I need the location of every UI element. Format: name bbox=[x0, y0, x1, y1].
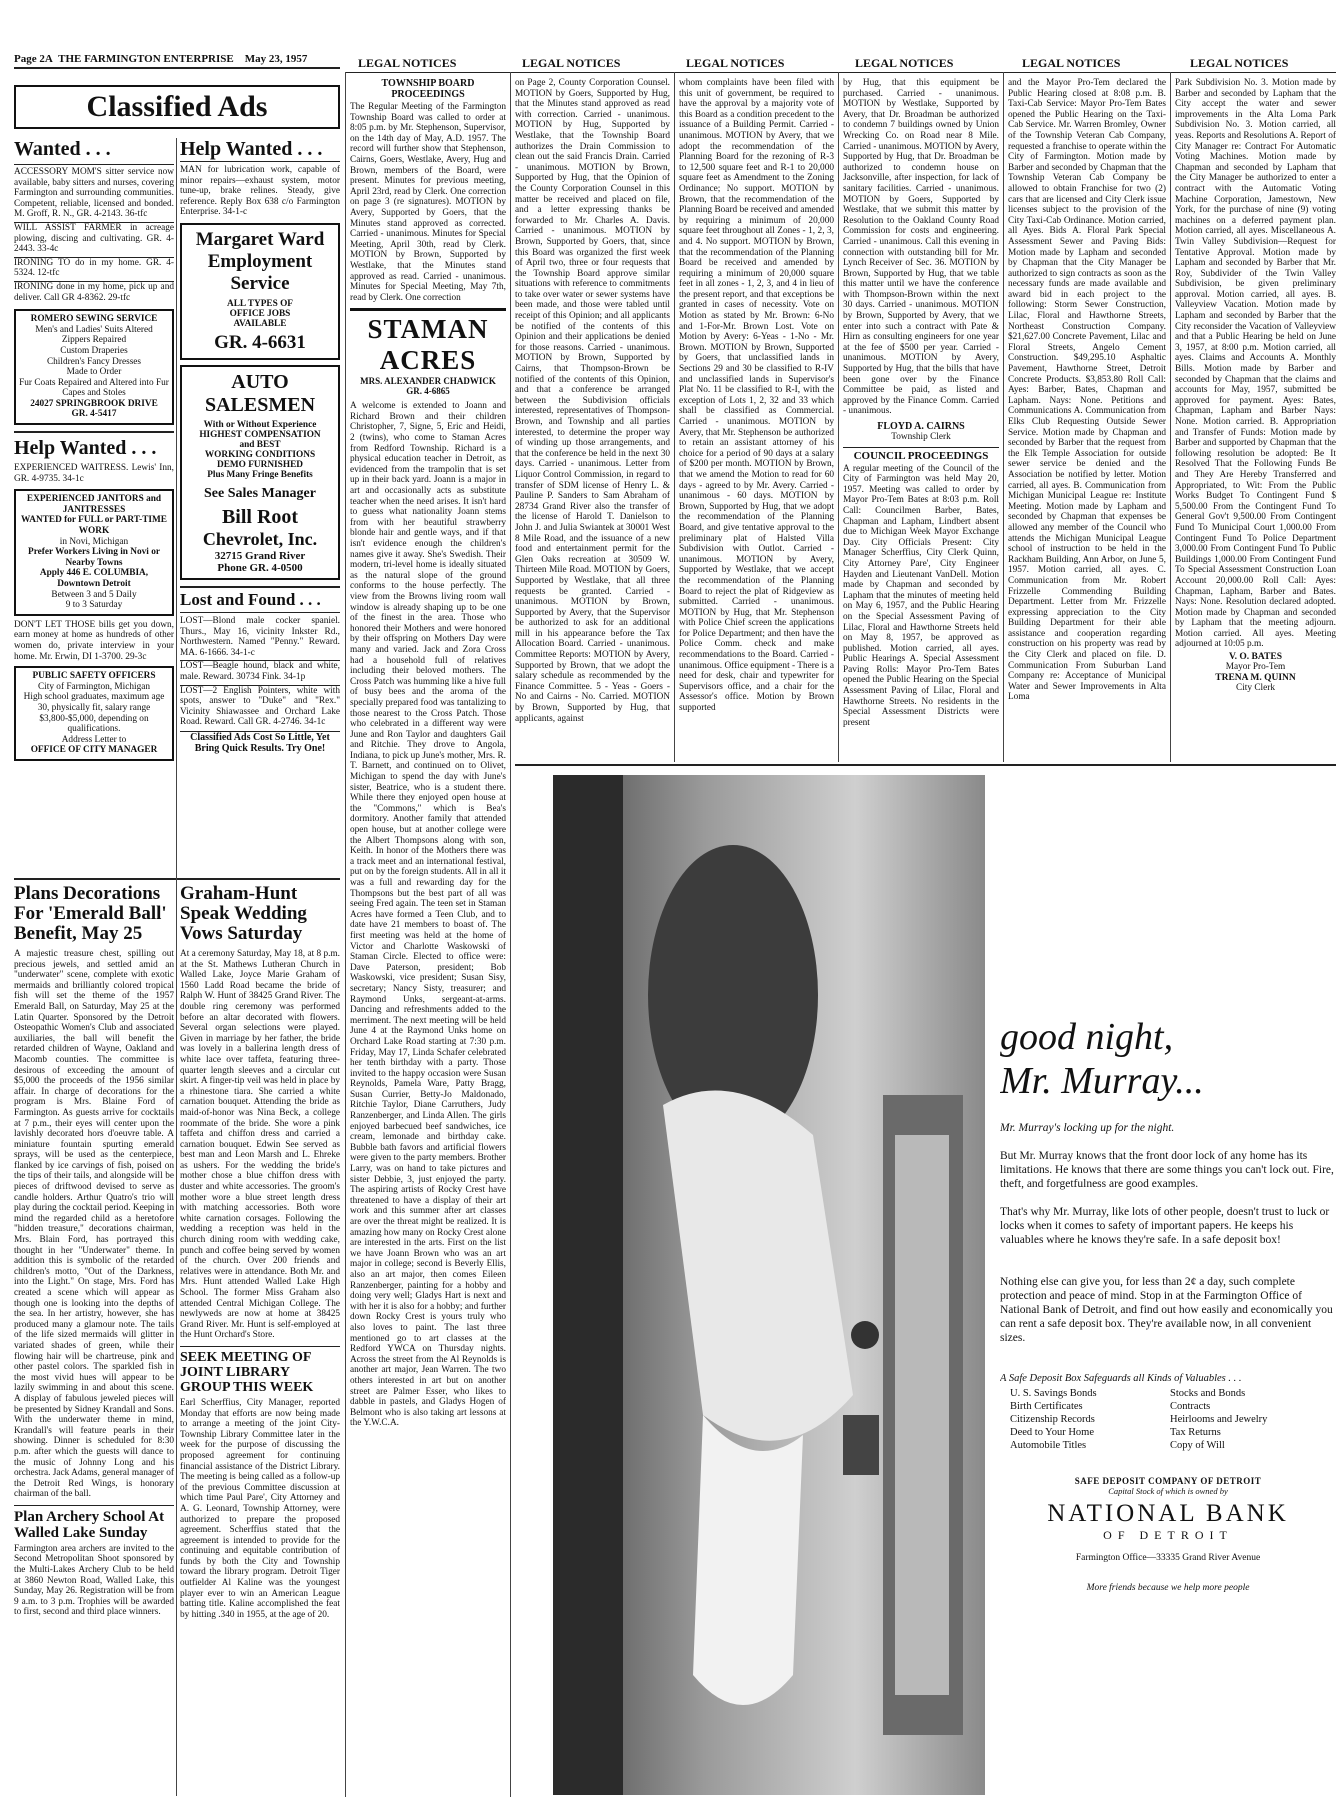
classified-col-2 bbox=[180, 138, 340, 873]
column-rule bbox=[176, 138, 177, 1796]
valuables-left bbox=[1010, 1387, 1170, 1452]
list-item: Tax Returns bbox=[1170, 1427, 1221, 1438]
section-rule bbox=[14, 878, 340, 880]
story-headline: SEEK MEETING OF JOINT LIBRARY GROUP THIS WEEK bbox=[180, 1346, 340, 1395]
bank-name: NATIONAL BANK bbox=[1047, 1500, 1289, 1527]
margaret-ward-ad bbox=[180, 223, 340, 360]
ad-line: Chevrolet, Inc. bbox=[202, 528, 318, 549]
proceedings-body: The Regular Meeting of the Farmington Township Board was called to order at 8:05 p.m. by Mr. Stephenson, Supervisor, on the 14th day of May, A.D. 1957. The record will further show that Stephenson, Cairns, Goers, Westlake, Avery, Hug and Brown, members of the Board, were present. Minutes for previous meeting, April 23rd, read by Clerk. One correction on page 3 (re signatures). MOTION by Avery, Supported by Goers, that the Minutes stand approved as corrected. Carried - unanimous. Minutes for Special Meeting, April 30th, read by Clerk. MOTION by Brown, Supported by Westlake, that the Minutes stand approved as read. Carried - unanimous. Minutes for Special Meeting, May 7th, read by Clerk. One correction bbox=[350, 102, 506, 303]
classified-footer: Classified Ads Cost So Little, Yet Bring Quick Results. Try One! bbox=[180, 731, 340, 754]
decorations-story bbox=[14, 884, 174, 1796]
ad-line: ALL TYPES OF bbox=[227, 298, 293, 309]
signature: TRENA M. QUINN bbox=[1215, 672, 1296, 683]
legal-rule bbox=[346, 72, 1336, 73]
ad-line: DEMO FURNISHED bbox=[216, 459, 303, 470]
ad-item: LOST—Beagle hound, black and white, male. Reward. 30734 Fink. 34-1p bbox=[180, 661, 340, 682]
byline: MRS. ALEXANDER CHADWICK bbox=[360, 376, 496, 387]
classified-col-1 bbox=[14, 138, 174, 873]
ad-item: LOST—2 English Pointers, white with spots, answer to "Duke" and "Rex." Vicinity Shiawassee and Orchard Lake Road. Reward. Call GR. 4-2746. 34-1c bbox=[180, 685, 340, 728]
story-body: Earl Scherffius, City Manager, reported Monday that efforts are now being made to arrange a meeting of the joint City-Township Library Committee later in the week for the purpose of discussing the proposed agreement for continuing financial assistance of the District Library. The meeting is being called as a follow-up of the previous Committee discussion at which time Paul Pare', City Attorney and A. G. Leonard, Township Attorney, were authorized to prepare the proposed agreement. Scherffius stated that the agreement is intended to provide for the continuing and equitable contribution of funds by both the City and Township toward the library program. Detroit Tiger outfielder Al Kaline was the youngest player ever to win an American League batting title. Kaline accomplished the feat by hitting .340 in 1955, at the age of 20. bbox=[180, 1397, 340, 1620]
auto-salesmen-ad bbox=[180, 365, 340, 580]
section-head: COUNCIL PROCEEDINGS bbox=[843, 447, 999, 462]
ad-line: AVAILABLE bbox=[233, 318, 287, 329]
ad-line: GR. 4-5417 bbox=[71, 409, 117, 420]
list-item: Automobile Titles bbox=[1010, 1440, 1087, 1451]
column-rule bbox=[345, 72, 346, 1797]
ad-line: Custom Draperies bbox=[60, 345, 128, 356]
ad-line: WANTED for FULL or PART-TIME WORK bbox=[20, 515, 168, 537]
story-headline: Plans Decorations For 'Emerald Ball' Benefit, May 25 bbox=[14, 884, 167, 944]
proceedings-body: by Hug, that this equipment be purchased. Carried - unanimous. MOTION by Westlake, Supported by Avery, that Dr. Broadman be authorized to condemn 7 buildings owned by Union Wrecking Co. on Road near 8 Mile. Carried - unanimous. MOTION by Avery, Supported by Hug, that Dr. Broadman be authorized to condemn house on Jacksonville, after inspection, for lack of sanitary facilities. Carried - unanimous. MOTION by Goers, Supported by Westlake, that we submit this matter by Resolution to the Oakland County Road Commission for costs and engineering. Carried - unanimous. Call this evening in connection with outstanding bill for Mr. Lynch Receiver of Sec. 36. MOTION by Brown, Supported by Hug, that we table this matter until we have the conference with Thompson-Brown within the next 30 days. Carried - unanimous. MOTION by Brown, Supported by Avery, that we enter into such a contract with Pate & Hirn as consulting engineers for one year at the fee of $500 per year. Carried - unanimous. MOTION by Avery, Supported by Hug, that the bills that have been gone over by the Finance Committee be paid, as listed and approved by the Finance Comm. Carried - unanimous. bbox=[843, 78, 999, 417]
ad-line: Address Letter to bbox=[61, 734, 127, 745]
valuables-head: A Safe Deposit Box Safeguards all Kinds of Valuables . . . bbox=[1000, 1373, 1242, 1384]
ad-line: Plus Many Fringe Benefits bbox=[207, 469, 313, 480]
ad-line: WORKING CONDITIONS bbox=[204, 449, 316, 460]
ad-line: Men's and Ladies' Suits Altered bbox=[35, 324, 153, 335]
story-body: Farmington area archers are invited to the Second Metropolitan Shoot sponsored by the Multi-Lakes Archery Club to be held at 3860 Newton Road, Walled Lake, this Sunday, May 26. Registration will be from 9 a.m. to 3 p.m. Trophies will be awarded to first, second and third place winners. bbox=[14, 1543, 174, 1618]
signature-title: City Clerk bbox=[1236, 682, 1275, 693]
ad-line: 24027 SPRINGBROOK DRIVE bbox=[30, 398, 158, 409]
legal-column-6: and the Mayor Pro-Tem declared the Public Hearing closed at 8:08 p.m. B. Taxi-Cab Service: Mayor Pro-Tem Bates opened the Public Hearing on the Taxi-Cab Service. Mr. Warren Bromley, Owner of the Township Veteran Cab Company, requested a franchise to operate within the City of Farmington. Motion made by Barber and seconded by Chapman that the Township Veteran Cab Company be allowed to obtain Franchise for two (2) cars that are licensed and City Clerk issue licenses subject to the provision of the City Taxi-Cab Ordinance. Motion carried, all Ayes. Bids A. Floral Park Special Assessment Sewer and Paving Bids: Motion made by Lapham and seconded by Chapman that the City Manager be authorized to sign contracts as soon as the necessary funds are made available and award bid in each project to the following: Storm Sewer Construction, Lilac, Floral and Hawthorne Streets, Northeast Construction Company. $21,627.00 Concrete Pavement, Lilac and Floral Streets, Angelo Cement Construction. $49,295.10 Asphaltic Pavement, Hawthorne Street, Detroit Concrete Products. $3,853.80 Roll Call: Ayes: Barber, Bates, Chapman and Lapham. Nays: None. Petitions and Communications A. Communication from Elks Club Requesting Outside Sewer Service. Motion made by Chapman and seconded by Barber that the request from the Elk Temple Association for outside sewer service be denied and the Association be notified by letter. Motion carried, all ayes. B. Communication from Michigan Municipal League re: Institute Meeting. Motion made by Lapham and seconded by Chapman that expenses be allowed any member of the Council who attends the Michigan Municipal League school of instruction to be held in the Rackham Building, Ann Arbor, on June 5, 1957. Motion carried, all ayes. C. Communication from Mr. Robert Frizzelle Commending Building Department. Letter from Mr. Frizzelle expressing appreciation to the City Building Department for their able assistance and cooperation regarding construction on his property was read by the City Clerk and placed on file. D. Communication From Suburban Land Company re: Acceptance of Municipal Water and Sewer Improvements in Alta Loma bbox=[1008, 78, 1166, 703]
phone: GR. 4-6865 bbox=[406, 386, 450, 397]
column-rule bbox=[510, 72, 511, 1797]
ad-headline: good night, bbox=[1000, 1016, 1174, 1058]
ad-line: Made to Order bbox=[66, 367, 122, 378]
romero-ad bbox=[14, 309, 174, 425]
ad-line: SALESMEN bbox=[204, 393, 316, 416]
ad-paragraph: Nothing else can give you, for less than 2¢ a day, such complete protection and peace of mind. Stop in at the Farmington Office of National Bank of Detroit, and find out how easily and economically you can rent a safe deposit box. They're available now, in all convenient sizes. bbox=[1000, 1276, 1333, 1344]
safety-officers-ad bbox=[14, 666, 174, 761]
page-number: Page 2A THE FARMINGTON ENTERPRISE May 23, 1957 bbox=[14, 53, 308, 65]
ad-headline: Mr. Murray... bbox=[1000, 1060, 1204, 1102]
janitors-ad bbox=[14, 489, 174, 616]
legal-header: LEGAL NOTICES bbox=[522, 56, 621, 70]
wanted-head: Wanted . . . bbox=[14, 138, 111, 160]
proceedings-body: A regular meeting of the Council of the City of Farmington was held May 20, 1957. Meeting was called to order by Mayor Pro-Tem Bates at 8:03 p.m. Roll Call: Councilmen Barber, Bates, Chapman and Lapham, Lindbert absent due to Michigan Week Mayor Exchange Day. City Officials Present: City Manager Scherffius, City Clerk Quinn, City Attorney Pare', City Engineer Hayden and Lieutenant VanDell. Motion made by Chapman and seconded by Lapham that the minutes of meeting held on May 6, 1957, and the Public Hearing on the Special Assessment Paving of Lilac, Floral and Hawthorne Streets held on May 8, 1957, be approved as published. Motion carried, all ayes. Public Hearings A. Special Assessment Paving Rolls: Mayor Pro-Tem Bates opened the Public Hearing on the Special Assessment Paving of Lilac, Floral and Hawthorne Streets. No residents in the Special Assessment Districts were present bbox=[843, 463, 999, 728]
list-item: Copy of Will bbox=[1170, 1440, 1225, 1451]
township-staman-column bbox=[350, 78, 506, 1796]
ad-caption: Mr. Murray's locking up for the night. bbox=[1000, 1122, 1175, 1134]
list-item: Stocks and Bonds bbox=[1170, 1388, 1246, 1399]
story-body: A majestic treasure chest, spilling out precious jewels, and settled amid an "underwater" scene, complete with exotic mermaids and brilliantly colored tropical fish will set the theme of the 1957 Emerald Ball, on Saturday, May 25 at the Latin Quarter. Sponsored by the Detroit Osteopathic Women's Club and associated auxiliaries, the ball will benefit the retarded children of Wayne, Oakland and Macomb counties. The committee is desirous of exceeding the amount of $5,000 the proceeds of the 1956 similar affair. In charge of decorations for the program is Mrs. Blaine Ford of Farmington. As guests arrive for cocktails at 7 p.m., their eyes will center upon the lavishly decorated hors d'oeuvre table. A miniature fountain spurting emerald sprays, will be used as the centerpiece, flanked by ice carvings of fish, poised on the tips of their tails, and alongside will be pieces of driftwood devised to serve as candle holders. Arthur Quatro's trio will play during the cocktail period. Keeping in mind the regarded child as a heretofore "hidden treasure," decorations chairman, Mrs. Blain Ford, has portrayed this thought in her "Underwater" theme. In addition this is symbolic of the retarded children's motto, "Out of the Darkness, into the Light." On stage, Mrs. Ford has created a scene which will appear as though one is looking into the depths of the sea. In her artistry, however, she has produced many a glamour note. The tails of the life sized mermaids will glitter in variated shades of green, while their flowing hair will be chartreuse, pink and other pastel colors. The sparkled fish in the most vivid hues will appear to be lazily swimming in and about this scene. A display of fabulous jeweled pieces will be presented by Sidney Krandall and Sons. With the underwater theme in mind, Krandall's will feature pearls in their showing. Dinner is scheduled for 8:30 p.m. after which the guests will dance to the music of Johnny Long and his orchestra. Jack Adams, general manager of the Detroit Red Wings, is honorary chairman of the ball. bbox=[14, 949, 174, 1500]
staman-masthead bbox=[350, 308, 506, 396]
ad-line: and BEST bbox=[239, 439, 281, 450]
column-rule bbox=[838, 72, 839, 762]
ad-item: IRONING TO do in my home. GR. 4-5324. 12-tfc bbox=[14, 257, 174, 279]
classified-banner: Classified Ads bbox=[14, 85, 340, 129]
legal-header: LEGAL NOTICES bbox=[358, 56, 457, 70]
ad-line: 32715 Grand River bbox=[214, 549, 306, 562]
list-item: Contracts bbox=[1170, 1401, 1211, 1412]
column-rule bbox=[1170, 72, 1171, 762]
door-photo bbox=[553, 775, 985, 1795]
capital-note: Capital Stock of which is owned by bbox=[1108, 1486, 1228, 1496]
signature-title: Mayor Pro-Tem bbox=[1225, 662, 1286, 673]
bank-slogan: More friends because we help more people bbox=[1086, 1583, 1250, 1593]
signature: V. O. BATES bbox=[1229, 652, 1282, 663]
ad-line: Apply 446 E. COLUMBIA, Downtown Detroit bbox=[39, 568, 149, 589]
ad-item: MAN for lubrication work, capable of minor repairs—exhaust system, motor tune-up, brake relines. Steady, give reference. Reply Box 638 c/o Farmington Enterprise. 34-1-c bbox=[180, 165, 340, 218]
legal-column-4: whom complaints have been filed with this unit of government, be required to have the approval by a majority vote of this Board as a condition precedent to the issuance of a Building Permit. Carried - unanimous. MOTION by Avery, that we adopt the recommendation of the Planning Board for the rezoning of R-3 to 12,500 square feet and R-1 to 20,000 square feet as Amendment to the Zoning Ordinance; No support. MOTION by Brown, that the recommendation of the Planning Board be received and amended by requiring a minimum of 20,000 square feet throughout all Zones - 1, 2, 3, and 4. No support. MOTION by Brown, that the recommendation of the Planning Board be received and amended by requiring a minimum of 20,000 square feet in all zones - 1, 2, 3, and 4 in lieu of the present report, and that exceptions be granted in cases of necessity. Vote on Motion as stated by Mr. Brown: 6-No and 1-For-Mr. Brown Lost. Vote on Motion by Avery: 6-Yeas - 1-No - Mr. Brown. MOTION by Brown, Supported by Goers, that unclassified lands in Sections 29 and 30 be classified to R-IV and unclassified lands in Supervisor's Plat No. 11 be classified to R-I, with the exception of Lots 1, 2, 32 and 33 which shall be classified as Commercial. Carried - unanimous. MOTION by Avery, that Mr. Stephenson be authorized to retain an assistant attorney of his choice for a period of 90 days at a salary of $200 per month. MOTION by Brown, that we amend the Motion to read for 60 days - agreed to by Mr. Avery. Carried - unanimous - 60 days. MOTION by Brown, Supported by Hug, that we adopt the recommendation of the Planning Board, and give tentative approval to the preliminary plat of Halsted Villa Subdivision with Outlot. Carried - unanimous. MOTION by Avery, Supported by Westlake, that we accept the recommendation of the Planning Board to reject the plat of Ridgeview as submitted. Carried - unanimous. MOTION by Hug, that Mr. Stephenson with Police Chief screen the applications for Police Department; and then have the Police Comm. check and make recommendations to the Board. Carried - unanimous. Office equipment - There is a need for desk, chair and typewriter for Supervisors office, and a chair for the Assessor's office. Motion by Brown supported bbox=[679, 78, 834, 714]
ad-line: Bill Root bbox=[221, 505, 299, 528]
ad-line: Children's Fancy Dresses bbox=[46, 356, 142, 367]
ad-line: High school graduates, maximum age 30, physically fit, salary range $3,800-$5,000, depending on qualifications. bbox=[23, 692, 165, 735]
help-wanted-head: Help Wanted . . . bbox=[14, 431, 174, 460]
legal-column-3: on Page 2, County Corporation Counsel. MOTION by Goers, Supported by Hug, that the Minutes stand approved as read with correction. Carried - unanimous. MOTION by Hug, Supported by Westlake, that the Township Board authorizes the Drain Commission to clean out the said Francis Drain. Carried - unanimous. MOTION by Brown, Supported by Hug, that the Opinion of the County Corporation Counsel in this matter be received and placed on file, and a letter expressing thanks be forwarded to Mr. Charles A. Davis. Carried - unanimous. MOTION by Brown, Supported by Goers, that, since this Board was organized the first week of April two, three or four requests that the Township Board approve similar situations with reference to commitments to take over water or sewer systems have been made, and those were tabled until receipt of this Opinion; and all applicants be notified of the contents of this Opinion and their applications be denied for those reasons. Carried - unanimous. MOTION by Brown, Supported by Cairns, that Thompson-Brown be notified of the contents of this Opinion, and that a conference be arranged between the Subdivision officials interested, representatives of Thompson-Brown, and Township and all parties interested, to determine the proper way of winding up those arrangements, and that the conference be held in the next 30 days. Carried - unanimous. Letter from Liquor Control Commission, in regard to transfer of SDM license of Henry L. & Pauline P. Sanders to Sam Abraham of 28734 Grand River also the transfer of the license of Harold T. Danielson to John J. and Julia Swiantek at 30001 West 8 Mile Road, and the issuance of a new food and entertainment permit for the Glen Oaks recreation at 30509 W. Thirteen Mile Road. MOTION by Goers, Supported by Westlake, that all three requests be granted. Carried - unanimous. MOTION by Brown, Supported by Avery, that the Supervisor be authorized to ask for an additional mill in his appearance before the Tax Allocation Board. Carried - unanimous. Committee Reports: MOTION by Avery, Supported by Brown, that we adopt the salary schedule as recommended by the Finance Committee. 5 - Yeas - Goers - No and Cairns - No. Carried. MOTION by Brown, Supported by Hug, that applicants, against bbox=[515, 78, 670, 724]
list-item: Deed to Your Home bbox=[1010, 1427, 1094, 1438]
legal-header: LEGAL NOTICES bbox=[1190, 56, 1289, 70]
ad-line: With or Without Experience bbox=[203, 419, 317, 430]
ad-line: GR. 4-6631 bbox=[214, 331, 306, 353]
legal-header: LEGAL NOTICES bbox=[855, 56, 954, 70]
bank-city: OF DETROIT bbox=[1103, 1528, 1233, 1542]
ad-paragraph: But Mr. Murray knows that the front door lock of any home has its limitations. He knows that there are some things you can't lock out. Fire, theft, and forgetfulness are good examples. bbox=[1000, 1150, 1334, 1190]
ad-line: Fur Coats Repaired and Altered into Fur Capes and Stoles bbox=[19, 377, 169, 399]
wedding-story bbox=[180, 884, 340, 1796]
valuables-list bbox=[1010, 1387, 1336, 1452]
ad-line: EXPERIENCED JANITORS and JANITRESSES bbox=[26, 494, 162, 515]
company-name: SAFE DEPOSIT COMPANY OF DETROIT bbox=[1074, 1476, 1262, 1486]
ad-item: IRONING done in my home, pick up and deliver. Call GR 4-8362. 29-tfc bbox=[14, 281, 174, 303]
signature-title: Township Clerk bbox=[891, 432, 951, 442]
help-wanted-head: Help Wanted . . . bbox=[180, 138, 340, 162]
door-photo-art bbox=[553, 775, 985, 1795]
list-item: U. S. Savings Bonds bbox=[1010, 1388, 1097, 1399]
ad-line: HIGHEST COMPENSATION bbox=[199, 429, 321, 440]
ad-item: LOST—Blond male cocker spaniel. Thurs., May 16, vicinity Inkster Rd., Northwestern. Named "Penny." Reward. MA. 6-1666. 34-1-c bbox=[180, 615, 340, 658]
ad-line: Employment bbox=[207, 250, 313, 272]
ad-item: WILL ASSIST FARMER in acreage plowing, discing and cultivating. GR. 4-2443. 33-4c bbox=[14, 222, 174, 255]
list-item: Birth Certificates bbox=[1010, 1401, 1083, 1412]
ad-line: Between 3 and 5 Daily bbox=[51, 589, 137, 600]
staman-body: A welcome is extended to Joann and Richard Brown and their children Christopher, 7, Signe, 5, Eric and Heidi, 2 (twins), who come to Staman Acres from Redford Township. Richard is a physical education teacher in Detroit, as evidenced from the trampolin that is set up in their back yard. Joann is a major in art and occasionally acts as substitute teacher when the need arises. It isn't hard to guess what nationality Joann stems from with her beautiful strawberry blonde hair and gentle ways, and if that isn't evidence enough the children's names give it away. She's Swedish. Their modern, tri-level home is ideally situated as the natural slope of the ground conforms to the house perfectly. The view from the Browns living room wall window is already shaping up to be one of the finest in the area. Those who honored their Mothers and were honored by their offspring on Mothers Day were many and varied. Jack and Zora Cross had a household full of relatives including their beloved mothers. The Cross Patch was humming like a hive full of busy bees and the aroma of the specially prepared food was tantalizing to those nearest to the Cross Patch. Those who celebrated in a different way were June and Ron Taylor and daughters Gail and Ritchie. They drove to Angola, Indiana, to pick up June's mother, Mrs. R. T. Barnett, and continued on to Olivet, Michigan to spend the day with June's sister, Beatrice, who is a student there. While there they enjoyed open house at the "Commons," which is Bea's dormitory. Another family that attended open house, but at another college were the Albert Thompsons along with son, Keith. In honor of the Mothers there was a track meet and an international festival, put on by the foreign students. All in all it was a full and rewarding day for the Thompsons but the best part of all was seeing Fred again. The teen set in Staman Acres have formed a Teen Club, and to date have 21 members to boast of. The first meeting was held at the home of Victor and Charlotte Waskowski of Staman Circle. Elected to office were: Dave Paterson, president; Bob Waskowski, vice president; Susan Sisy, secretary; Nancy Sisty, treasurer; and Raymond Unks, sergeant-at-arms. Dancing and refreshments added to the merriment. The next meeting will be held June 4 at the Raymond Unks home on Orchard Lake Road starting at 7:30 p.m. Friday, May 17, Linda Schafer celebrated her tenth birthday with a party. Those invited to the happy occasion were Susan Reynolds, Pamela Ware, Patty Bragg, Susan Currier, Betty-Jo Maldonado, Ritchie Taylor, Diane Carruthers, Judy Ranzenberger, and Linda Allen. The girls enjoyed barbecued beef sandwiches, ice cream, lemonade and birthday cake. Bubble bath favors and artificial flowers were given to the party members. Brother Larry, was on hand to take pictures and sister Debbie, 3, just enjoyed the party. The aspiring artists of Rocky Crest have threatened to have a display of their art work and this summer after art classes are over the threat might be realized. It is amazing how many on Rocky Crest alone are interested in the arts. First on the list we have Joann Brown who was an art major in college; second is Beverly Ellis, also an art major, then comes Eileen Ranzenberger, painting for a hobby and doing very well; Gladys Hart is next and with her it is also for a hobby; and further down Rocky Crest is yours truly who also loves to paint. The last three mentioned go to art classes at the Redford YWCA on Thursday nights. Across the street from the Al Reynolds is another art major, Jean Warren. The two others interested in art but on another street are Palmer Esser, who likes to dabble in pastels, and Gladys Hogen of Belmont who is also taking art lessons at the Y.W.C.A. bbox=[350, 401, 506, 1429]
ad-line: Zippers Repaired bbox=[61, 335, 127, 346]
ad-line: PUBLIC SAFETY OFFICERS bbox=[32, 671, 156, 682]
column-rule bbox=[674, 72, 675, 762]
ad-line: OFFICE JOBS bbox=[229, 308, 291, 319]
ad-line: City of Farmington, Michigan bbox=[37, 681, 151, 692]
column-rule bbox=[1003, 72, 1004, 762]
ad-line: Prefer Workers Living in Novi or Nearby Towns bbox=[28, 547, 160, 568]
story-headline: Plan Archery School At Walled Lake Sunday bbox=[14, 1505, 174, 1541]
masthead-rule bbox=[14, 67, 340, 69]
legal-column-5 bbox=[843, 78, 999, 758]
ad-line: Service bbox=[230, 272, 290, 294]
ad-line: Phone GR. 4-0500 bbox=[217, 561, 303, 574]
ad-item: DON'T LET THOSE bills get you down, earn money at home as hundreds of other women do, private interview in your home. Mr. Erwin, DI 1-3700. 29-3c bbox=[14, 619, 174, 662]
bank-logo bbox=[1000, 1476, 1336, 1593]
valuables-right bbox=[1170, 1387, 1267, 1452]
legal-header: LEGAL NOTICES bbox=[686, 56, 785, 70]
ad-paragraph: That's why Mr. Murray, like lots of other people, doesn't trust to luck or locks when it comes to safety of important papers. He keeps his valuables where he knows they're safe. In a safe deposit box! bbox=[1000, 1206, 1330, 1246]
story-headline: Graham-Hunt Speak Wedding Vows Saturday bbox=[180, 884, 307, 944]
lost-found-head: Lost and Found . . . bbox=[180, 586, 340, 613]
story-body: At a ceremony Saturday, May 18, at 8 p.m. at the St. Mathews Lutheran Church in Walled Lake, Joyce Marie Graham of 1560 Ladd Road became the bride of Ralph W. Hunt of 38425 Grand River. The double ring ceremony was performed before an altar decorated with flowers. Several organ selections were played. Given in marriage by her father, the bride was lovely in a ballerina length dress of white lace over taffeta, featuring three-quarter length sleeves and a circular cut skirt. A finger-tip veil was held in place by a rhinestone tiara. She carried a white carnation bouquet. Attending the bride as maid-of-honor was Nina Beck, a college roommate of the bride. She wore a pink taffeta and chiffon dress and carried a carnation bouquet. Edwin See served as best man and Leon Marsh and L. Ehreke as ushers. For the wedding the bride's mother chose a blue chiffon dress with duster and white accessories. The groom's mother wore a blue street length dress with matching accessories. Both wore white carnation corsages. Following the wedding a reception was held in the church dining room with wedding cake, punch and coffee being served by women of the church. Over 200 friends and relatives were in attendance. Both Mr. and Mrs. Hunt attended Walled Lake High School. The former Miss Graham also attended Central Michigan College. The newlyweds are now at home at 38425 Grand River. Mr. Hunt is self-employed at the Hunt Orchard's Store. bbox=[180, 949, 340, 1341]
ad-line: AUTO bbox=[231, 370, 289, 393]
ad-item: ACCESSORY MOM'S sitter service now available, baby sitters and nurses, covering Farmington and surrounding communities. Competent, reliable, licensed and bonded. M. Groff, R. N., GR. 4-2143. 36-tfc bbox=[14, 167, 174, 220]
list-item: Heirlooms and Jewelry bbox=[1170, 1414, 1268, 1425]
bank-ad bbox=[1000, 1015, 1336, 1795]
ad-line: See Sales Manager bbox=[204, 485, 316, 501]
signature: FLOYD A. CAIRNS bbox=[877, 421, 965, 432]
ad-line: ROMERO SEWING SERVICE bbox=[30, 314, 158, 325]
ad-item: EXPERIENCED WAITRESS. Lewis' Inn, GR. 4-9735. 34-1c bbox=[14, 463, 174, 484]
ad-top-rule bbox=[515, 764, 1336, 766]
section-head: TOWNSHIP BOARD PROCEEDINGS bbox=[381, 78, 475, 100]
bank-office: Farmington Office—33335 Grand River Avenue bbox=[1075, 1553, 1261, 1563]
column-title: STAMAN ACRES bbox=[367, 314, 489, 376]
ad-line: 9 to 3 Saturday bbox=[65, 600, 123, 611]
legal-header: LEGAL NOTICES bbox=[1022, 56, 1121, 70]
list-item: Citizenship Records bbox=[1010, 1414, 1095, 1425]
ad-line: Margaret Ward bbox=[195, 228, 325, 250]
proceedings-body: Park Subdivision No. 3. Motion made by Barber and seconded by Lapham that the City accept the water and sewer improvements in the Alta Loma Park Subdivision No. 3. Motion carried, all yeas. Reports and Resolutions A. Report of City Manager re: Contract For Automatic Voting Machines. Motion made by Chapman and seconded by Lapham that the City Manager be authorized to enter a contract with the Automatic Voting Machine Corporation, Jamestown, New York, for the purchase of nine (9) voting machines on a deferred payment plan. Motion carried, all ayes. Miscellaneous A. Twin Valley Subdivision—Request for Tentative Approval. Motion made by Lapham and seconded by Barber that Mr. Roy, Subdivider of the Twin Valley Subdivision, be given preliminary approval. Motion carried, all ayes. B. Valleyview Vacation. Motion made by Lapham and seconded by Barber that the City reconsider the Vacation of Valleyview and that a Public Hearing be held on June 3, 1957, at 8:00 p.m. Motion carried, all ayes. Claims and Accounts A. Monthly Bills. Motion made by Barber and seconded by Chapman that the claims and accounts for May, 1957, submitted be approved for payment. Ayes: Bates, Chapman, Lapham and Barber Nays: None. Motion carried. B. Appropriation and Transfer of Funds: Motion made by Barber and supported by Chapman that the following resolution be adopted: Be It Resolved That the Following Funds Be and They Are Hereby Transferred and Appropriated, to Wit: From the Public Works Budget To Contingent Fund $ 5,500.00 From the Contingent Fund To General Gov't 9,500.00 From Contingent Fund To Municipal Court 1,000.00 From Contingent Fund To Police Department 3,000.00 From Contingent Fund To Public Buildings 1,000.00 From Contingent Fund To Special Assessment Construction Loan Account 20,000.00 Roll Call: Ayes: Chapman, Lapham, Barber and Bates. Nays: None. Resolution declared adopted. Motion made by Chapman and seconded by Lapham that the meeting adjourn. Motion carried. All ayes. Meeting adjourned at 10:05 p.m. bbox=[1175, 78, 1336, 650]
ad-line: in Novi, Michigan bbox=[59, 536, 129, 547]
ad-line: OFFICE OF CITY MANAGER bbox=[30, 745, 158, 756]
legal-column-7 bbox=[1175, 78, 1336, 758]
